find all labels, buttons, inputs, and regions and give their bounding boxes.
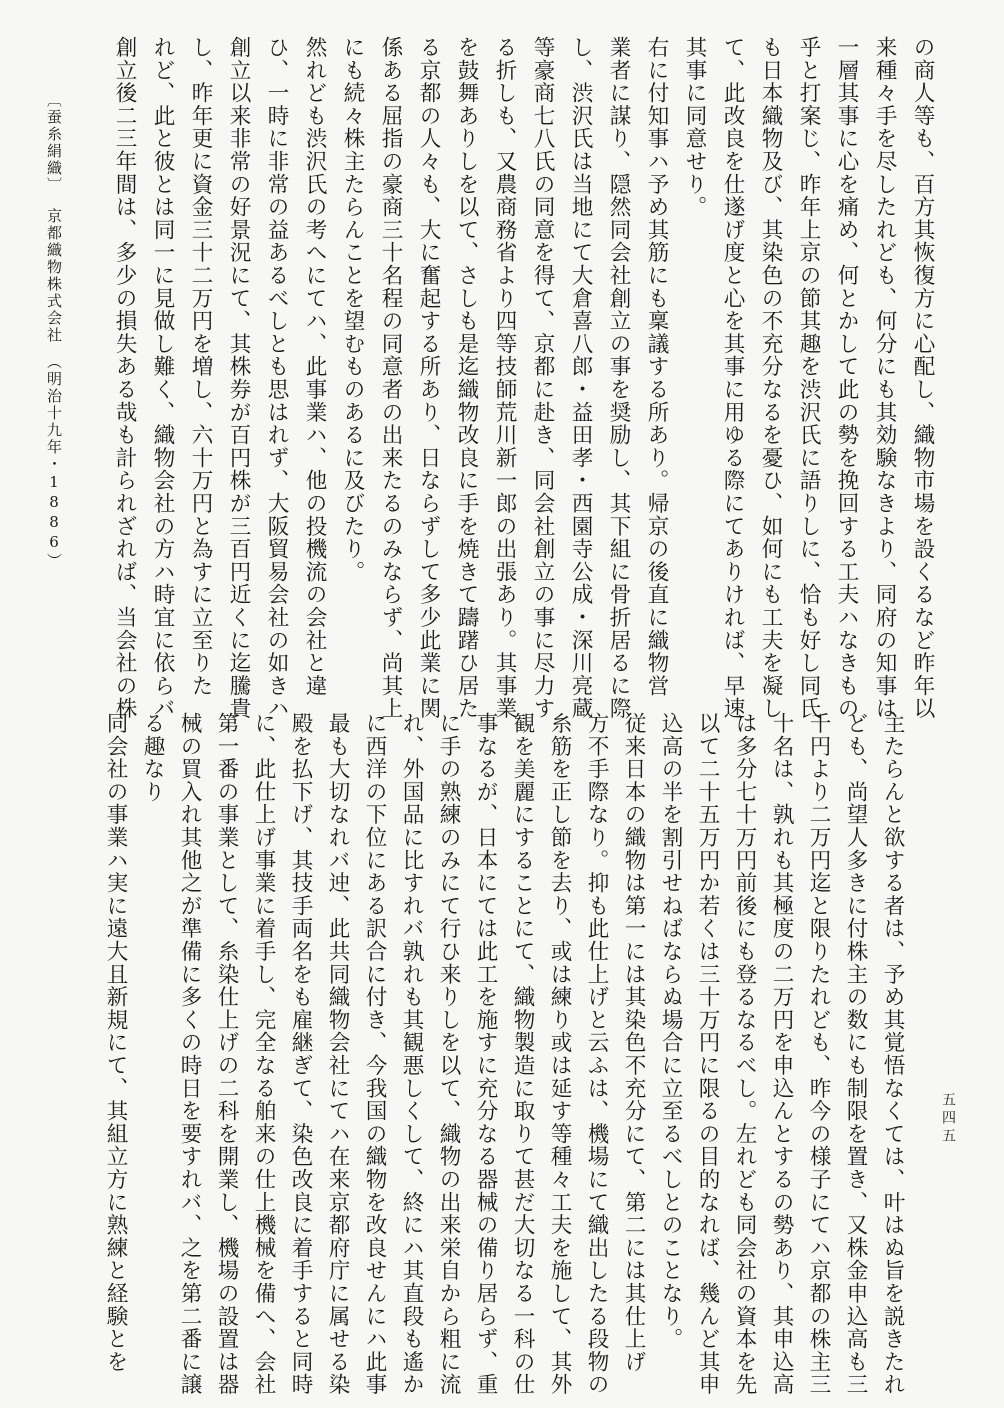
text-column: 乎と打案じ、昨年上京の節其趣を渋沢氏に語りしに、恰も好し同氏 <box>796 36 821 720</box>
text-column: 械の買入れ其他之が準備に多くの時日を要すれバ、之を第二番に譲 <box>177 712 202 1396</box>
text-column: れ、外国品に比すれバ孰れも其観悪しくして、終にハ其直段も遙か <box>399 712 424 1396</box>
text-column: 然れども渋沢氏の考へにてハ、此事業ハ、他の投機流の会社と違 <box>302 36 327 698</box>
running-head-category: 〔蚕糸絹織〕 <box>45 92 63 194</box>
text-column: 其事に同意せり。 <box>682 36 707 219</box>
text-column: 最も大切なれバ迚、此共同織物会社にてハ在来京都府庁に属せる染 <box>325 712 350 1396</box>
text-column: 従来日本の織物は第一には其染色不充分にて、第二には其仕上げ <box>621 712 646 1374</box>
text-column: の商人等も、百方其恢復方に心配し、織物市場を設くるなど昨年以 <box>910 36 935 720</box>
text-column: 糸筋を正し節を去り、或は練り或は延す等種々工夫を施して、其外 <box>547 712 572 1396</box>
text-column: 観を美麗にすることにて、織物製造に取りて甚だ大切なる一科の仕 <box>510 712 535 1396</box>
text-column: を鼓舞ありしを以て、さしも是迄織物改良に手を焼きて躊躇ひ居た <box>454 36 479 720</box>
text-column: に、此仕上げ事業に着手し、完全なる舶来の仕上機械を備へ、会社 <box>251 712 276 1396</box>
text-column: れど、此と彼とは同一に見做し難く、織物会社の方ハ時宜に依らバ <box>150 36 175 720</box>
text-column: 右に付知事ハ予め其筋にも稟議する所あり。帰京の後直に織物営 <box>644 36 669 698</box>
text-column: て、此改良を仕遂げ度と心を其事に用ゆる際にてありければ、早速 <box>720 36 745 720</box>
text-column: 同会社の事業ハ実に遠大且新規にて、其組立方に熟練と経験とを <box>103 712 128 1374</box>
text-column: 一層其事に心を痛め、何とかして此の勢を挽回する工夫ハなきもの <box>834 36 859 720</box>
text-column: ども、尚望人多きに付株主の数にも制限を置き、又株金申込高も三 <box>843 712 868 1396</box>
text-column: 係ある屈指の豪商三十名程の同意者の出来たるのみならず、尚其上 <box>378 36 403 720</box>
text-column: 千円より二万円迄と限りたれども、昨今の様子にてハ京都の株主三 <box>806 712 831 1396</box>
text-column: は多分七十万円前後にも登るなるべし。左れども同会社の資本を先 <box>732 712 757 1396</box>
text-column: ひ、一時に非常の益あるべしとも思はれず、大阪貿易会社の如きハ <box>264 36 289 720</box>
running-head-company: 京都織物株式会社 <box>45 208 63 344</box>
text-column: 事なるが、日本にては此工を施すに充分なる器械の備り居らず、重 <box>473 712 498 1396</box>
text-column: にも続々株主たらんことを望むものあるに及びたり。 <box>340 36 365 584</box>
running-head-era: （明治十九年・1886） <box>45 354 63 570</box>
text-column: 主たらんと欲する者は、予め其覚悟なくては、叶はぬ旨を説きたれ <box>880 712 905 1396</box>
text-column: 来種々手を尽したれども、何分にも其効験なきより、同府の知事は <box>872 36 897 720</box>
text-column: 創立以来非常の好景況にて、其株券が百円株が三百円近くに迄騰貴 <box>226 36 251 720</box>
text-column: る京都の人々も、大に奮起する所あり、日ならずして多少此業に関 <box>416 36 441 720</box>
text-column: 方不手際なり。抑も此仕上げと云ふは、機場にて織出したる段物の <box>584 712 609 1396</box>
text-column: 創立後二三年間は、多少の損失ある哉も計られざれば、当会社の株 <box>112 36 137 720</box>
text-column: 等豪商七八氏の同意を得て、京都に赴き、同会社創立の事に尽力す <box>530 36 555 720</box>
text-column: に手の熟練のみにて行ひ来りしを以て、織物の出来栄自から粗に流 <box>436 712 461 1396</box>
running-head <box>44 92 65 570</box>
text-column: 殿を払下げ、其技手両名をも雇継ぎて、染色改良に着手すると同時 <box>288 712 313 1396</box>
text-column: 以て二十五万円か若くは三十万円に限るの目的なれば、幾んど其申 <box>695 712 720 1396</box>
text-column: 業者に謀り、隠然同会社創立の事を奨励し、其下組に骨折居るに際 <box>606 36 631 720</box>
text-column: る折しも、又農商務省より四等技師荒川新一郎の出張あり。其事業 <box>492 36 517 720</box>
text-column: し、渋沢氏は当地にて大倉喜八郎・益田孝・西園寺公成・深川亮蔵 <box>568 36 593 720</box>
text-column: 込高の半を割引せねばならぬ場合に立至るべしとのことなり。 <box>658 712 683 1351</box>
text-column: る趣なり <box>140 712 165 804</box>
text-column: 十名は、孰れも其極度の二万円を申込んとするの勢あり、其申込高 <box>769 712 794 1396</box>
text-column: 第一番の事業として、糸染仕上げの二科を開業し、機場の設置は器 <box>214 712 239 1396</box>
text-column: も日本織物及び、其染色の不充分なるを憂ひ、如何にも工夫を凝し <box>758 36 783 720</box>
page-number: 五四五 <box>940 1092 956 1146</box>
text-column: し、昨年更に資金三十二万円を増し、六十万円と為すに立至りた <box>188 36 213 698</box>
text-column: に西洋の下位にある訳合に付き、今我国の織物を改良せんにハ此事 <box>362 712 387 1396</box>
